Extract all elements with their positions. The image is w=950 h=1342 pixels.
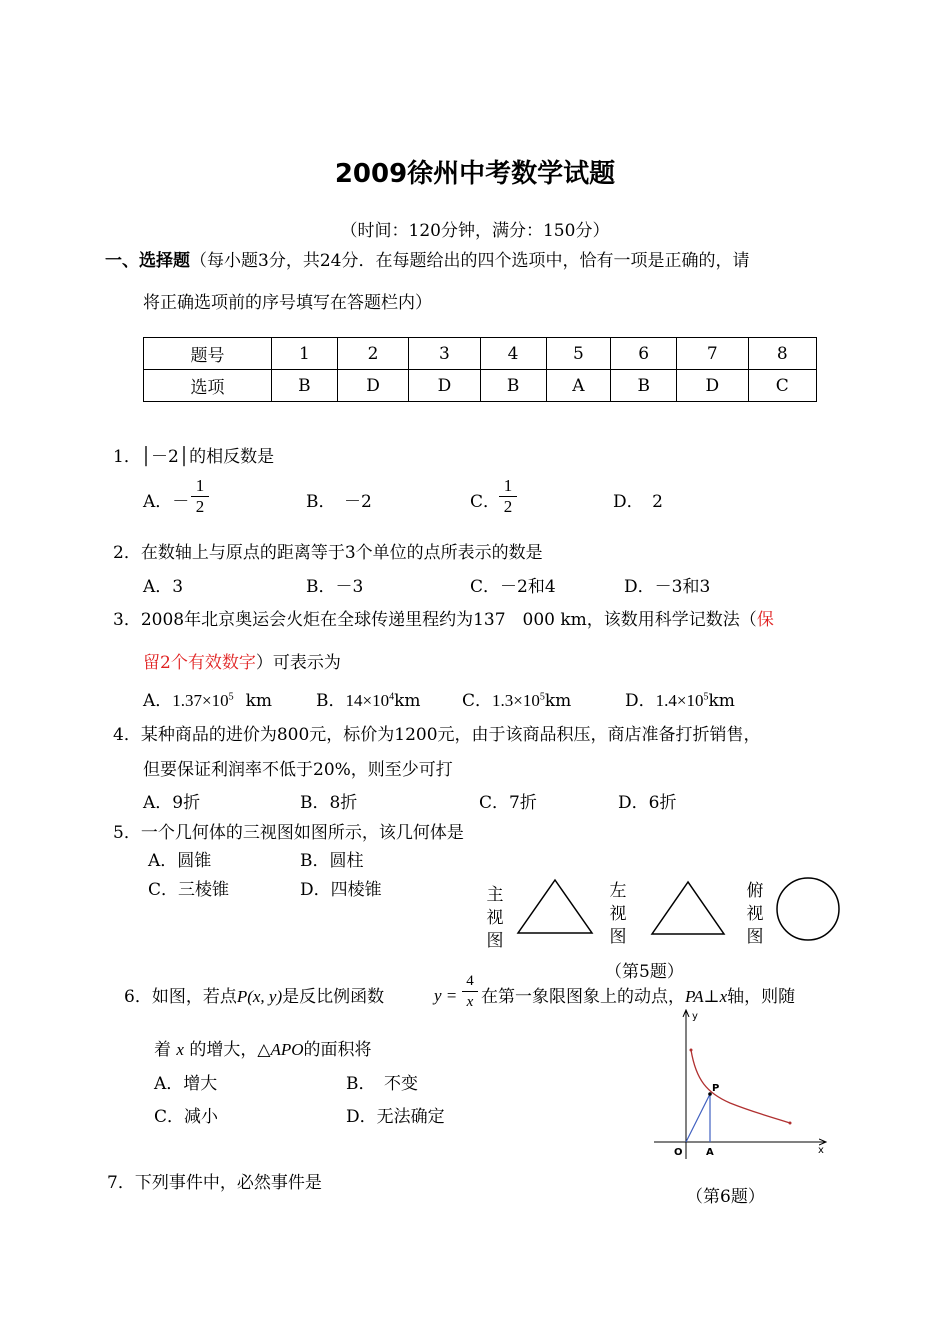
q6-function-fraction (462, 971, 478, 1012)
main-view-label: 主视图 (486, 885, 504, 951)
top-view-label: 俯视图 (746, 881, 764, 947)
q6-figure-caption: （第6题） (686, 1187, 765, 1207)
segment-op (686, 1094, 710, 1142)
page-title: 2009徐州中考数学试题 (334, 159, 616, 189)
q6-option-a: A．增大 (154, 1074, 218, 1094)
q4-option-d: D．6折 (618, 793, 677, 813)
q4-option-c: C．7折 (479, 793, 537, 813)
unit: km (245, 691, 273, 711)
q6-text: 的面积将 (303, 1040, 372, 1060)
unit: km (544, 691, 572, 711)
inverse-proportion-graph (650, 1005, 840, 1165)
q6-text: 在第一象限图象上的动点， (481, 987, 685, 1007)
exam-info: （时间：120分钟，满分：150分） (340, 221, 610, 241)
table-cell: A (546, 370, 611, 402)
q3-stem-red: 保 (756, 610, 774, 630)
q6-perp: ⊥ (703, 987, 720, 1007)
option-label: D． (625, 691, 656, 711)
q5-figure-caption: （第5题） (605, 962, 684, 982)
table-cell: 8 (748, 338, 816, 370)
table-cell: 4 (480, 338, 546, 370)
sci-value: $14\times 10^4$ (345, 691, 395, 710)
point-p-label: P (712, 1083, 720, 1094)
table-cell: 5 (546, 338, 611, 370)
table-row (144, 338, 817, 370)
fraction-denominator: 2 (503, 497, 513, 516)
q4-option-a: A．9折 (143, 793, 201, 813)
q6-option-c: C．减小 (154, 1107, 219, 1127)
q3-stem-line2-rest: ）可表示为 (255, 653, 341, 673)
q6-option-b: B． 不变 (346, 1074, 418, 1094)
q3-option-c (462, 686, 571, 711)
q5-option-c: C．三棱锥 (148, 880, 230, 900)
curve-endpoint (789, 1122, 792, 1125)
left-view-label: 左视图 (609, 881, 627, 947)
table-cell: B (480, 370, 546, 402)
table-cell: D (409, 370, 480, 402)
y-axis-label: y (692, 1011, 698, 1022)
q6-text: 的增大，△ (189, 1040, 271, 1060)
section-heading (105, 246, 749, 271)
q5-option-b: B．圆柱 (300, 851, 364, 871)
table-cell: D (337, 370, 408, 402)
q6-stem-line2 (154, 1035, 371, 1060)
q4-stem-line2: 但要保证利润率不低于20%，则至少可打 (143, 760, 453, 780)
q2-option-b: B．－3 (306, 577, 364, 597)
answer-table (143, 337, 817, 402)
q2-option-d: D．－3和3 (624, 577, 711, 597)
origin-label: O (674, 1147, 683, 1158)
table-cell: B (272, 370, 338, 402)
table-cell: D (677, 370, 748, 402)
table-header-cell: 选项 (144, 370, 272, 402)
three-views-figure (510, 870, 850, 950)
q6-var: x (176, 1040, 184, 1059)
q1-option-c-label: C． (470, 492, 501, 512)
fraction-denominator: x (466, 994, 474, 1010)
sci-value: $1.3\times 10^5$ (492, 691, 545, 710)
q2-stem: 2．在数轴上与原点的距离等于3个单位的点所表示的数是 (113, 543, 543, 563)
table-cell: 1 (272, 338, 338, 370)
q6-text: 着 (154, 1040, 171, 1060)
q1-option-d: D． 2 (613, 492, 663, 512)
q1-option-a-fraction (191, 476, 209, 517)
q1-option-a-label: A．－ (143, 492, 190, 512)
table-row (144, 370, 817, 402)
q1-stem: 1．│－2│的相反数是 (113, 447, 275, 467)
inverse-curve (691, 1050, 790, 1123)
section-desc-2: 将正确选项前的序号填写在答题栏内） (143, 293, 432, 313)
table-header-cell: 题号 (144, 338, 272, 370)
table-cell: 7 (677, 338, 748, 370)
q6-option-d: D．无法确定 (346, 1107, 445, 1127)
sci-value: $1.4\times 10^5$ (655, 691, 709, 710)
table-cell: 6 (611, 338, 677, 370)
section-desc-1: （每小题3分，共24分．在每题给出的四个选项中，恰有一项是正确的，请 (190, 251, 750, 271)
q6-segment: PA (685, 987, 704, 1006)
fraction-numerator: 1 (195, 476, 205, 495)
q3-option-d (625, 686, 735, 711)
option-label: A． (143, 691, 173, 711)
q6-triangle: APO (270, 1040, 304, 1059)
q6-text: 6．如图，若点 (124, 987, 237, 1007)
curve-endpoint (690, 1049, 693, 1052)
q6-stem-line1-rest (481, 982, 795, 1007)
sci-value: $1.37\times 10^5$ (172, 691, 234, 710)
unit: km (708, 691, 735, 711)
main-view-triangle (518, 880, 592, 933)
q5-option-d: D．四棱锥 (300, 880, 382, 900)
q6-text: 轴，则随 (727, 987, 796, 1007)
q5-stem: 5．一个几何体的三视图如图所示，该几何体是 (113, 823, 464, 843)
q3-option-b (316, 686, 421, 711)
table-cell: 3 (409, 338, 480, 370)
q7-stem: 7．下列事件中，必然事件是 (107, 1173, 322, 1193)
table-cell: C (748, 370, 816, 402)
q2-option-c: C．－2和4 (470, 577, 556, 597)
q4-option-b: B．8折 (300, 793, 358, 813)
q6-point: P(x, y) (236, 987, 283, 1006)
section-label: 一、选择题 (105, 251, 190, 271)
q6-function-lhs: y = (434, 986, 458, 1005)
q6-text: 是反比例函数 (282, 987, 385, 1007)
q3-stem (113, 605, 774, 630)
q1-option-b: B． －2 (306, 492, 372, 512)
q2-option-a: A．3 (143, 577, 184, 597)
table-cell: 2 (337, 338, 408, 370)
q3-option-a (143, 686, 272, 711)
fraction-numerator: 4 (466, 973, 474, 989)
fraction-denominator: 2 (195, 497, 205, 516)
x-axis-label: x (818, 1145, 824, 1156)
option-label: C． (462, 691, 493, 711)
left-view-triangle (652, 882, 724, 934)
fraction-numerator: 1 (503, 476, 513, 495)
q6-axis: x (719, 987, 728, 1006)
top-view-circle (777, 878, 839, 940)
q5-option-a: A．圆锥 (148, 851, 212, 871)
q3-stem-line2 (143, 648, 341, 673)
unit: km (394, 691, 421, 711)
q3-red-text: 留2个有效数字 (143, 653, 256, 673)
q6-stem-line1 (124, 982, 384, 1007)
q3-stem-text: 3．2008年北京奥运会火炬在全球传递里程约为137 000 km，该数用科学记数法（ (113, 610, 757, 630)
point-a-label: A (706, 1147, 714, 1158)
table-cell: B (611, 370, 677, 402)
q1-option-c-fraction (499, 476, 517, 517)
option-label: B． (316, 691, 346, 711)
q4-stem-line1: 4．某种商品的进价为800元，标价为1200元，由于该商品积压，商店准备打折销售， (113, 725, 761, 745)
